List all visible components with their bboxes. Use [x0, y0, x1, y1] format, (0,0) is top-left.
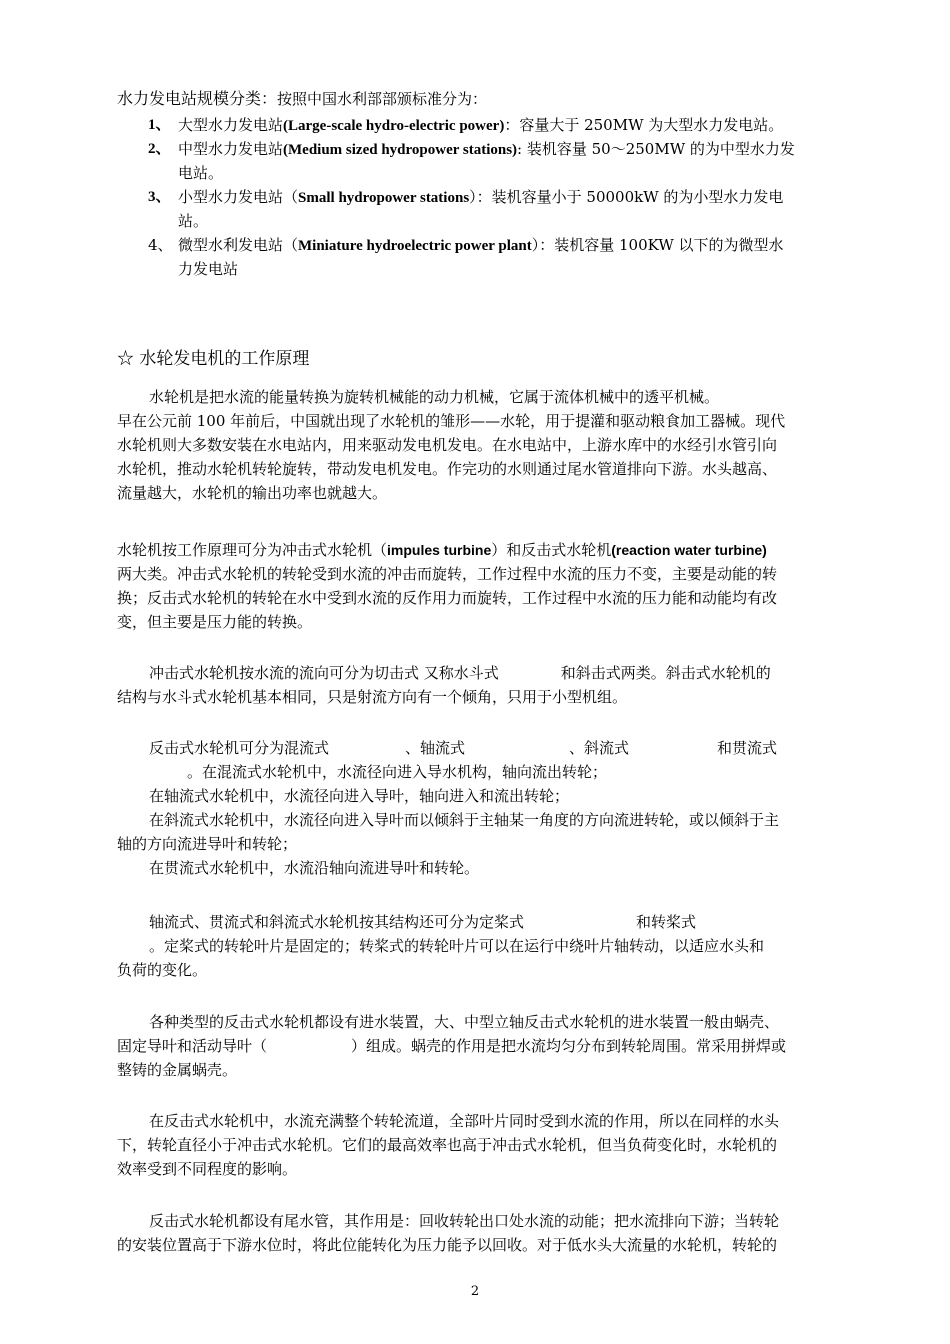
- list-item: 3、 小型水力发电站（Small hydropower stations）：装机容量小于 50000kW 的为小型水力发电 站。: [148, 188, 784, 230]
- classification-title-line: [117, 87, 850, 111]
- list-item: 4、 微型水利发电站（Miniature hydroelectric power plant）：装机容量 100KW 以下的为微型水 力发电站: [148, 236, 784, 278]
- paragraph-4: 反击式水轮机可分为混流式 、轴流式 、斜流式 和贯流式 。在混流式水轮机中，水流径向进入导水机构，轴向流出转轮； 在轴流式水轮机中，水流径向进入导叶，轴向进入和流出转轮； 在斜流式水轮机中，水流径向进入导叶而以倾斜于主轴某一角度的方向流进转轮，或以倾斜于主 轴的方向流进导叶和转轮； 在贯流式水轮机中，水流沿轴向流进导叶和转轮。: [117, 739, 780, 877]
- paragraph-3: 冲击式水轮机按水流的流向可分为切击式 又称水斗式 和斜击式两类。斜击式水轮机的 结构与水斗式水轮机基本相同，只是射流方向有一个倾角，只用于小型机组。: [117, 664, 771, 706]
- paragraph-8: 反击式水轮机都设有尾水管，其作用是：回收转轮出口处水流的动能；把水流排向下游；当转轮 的安装位置高于下游水位时，将此位能转化为压力能予以回收。对于低水头大流量的水轮机，转轮的: [117, 1212, 780, 1254]
- classification-intro: 按照中国水利部部颁标准分为：: [277, 90, 488, 108]
- classification-title: 水力发电站规模分类：: [117, 89, 278, 108]
- paragraph-6: 各种类型的反击式水轮机都设有进水装置，大、中型立轴反击式水轮机的进水装置一般由蜗壳、 固定导叶和活动导叶（ ）组成。蜗壳的作用是把水流均匀分布到转轮周围。常采用拼焊或 整铸的金属蜗壳。: [117, 1013, 787, 1079]
- paragraph-7: 在反击式水轮机中，水流充满整个转轮流道，全部叶片同时受到水流的作用，所以在同样的水头 下，转轮直径小于冲击式水轮机。它们的最高效率也高于冲击式水轮机，但当负荷变化时，水轮机的 效率受到不同程度的影响。: [117, 1112, 780, 1178]
- classification-list: [148, 113, 850, 281]
- paragraph-5: 轴流式、贯流式和斜流式水轮机按其结构还可分为定桨式 和转桨式 。定桨式的转轮叶片是固定的；转桨式的转轮叶片可以在运行中绕叶片轴转动，以适应水头和 负荷的变化。: [117, 913, 765, 979]
- section-heading: ☆ 水轮发电机的工作原理: [117, 349, 310, 369]
- list-item: 2、 中型水力发电站(Medium sized hydropower stations): 装机容量 50～250MW 的为中型水力发 电站。: [148, 140, 795, 182]
- paragraph-1: 水轮机是把水流的能量转换为旋转机械能的动力机械，它属于流体机械中的透平机械。 早在公元前 100 年前后，中国就出现了水轮机的雏形——水轮，用于提灌和驱动粮食加工器械。现代 水轮机则大多数安装在水电站内，用来驱动发电机发电。在水电站中，上游水库中的水经引水管引向 水轮机，推动水轮机转轮旋转，带动发电机发电。作完功的水则通过尾水管道排向下游。水头越高、 流量越大，水轮机的输出功率也就越大。: [117, 388, 786, 502]
- page-number: 2: [470, 1284, 480, 1299]
- paragraph-2: 水轮机按工作原理可分为冲击式水轮机（impules turbine）和反击式水轮机(reaction water turbine) 两大类。冲击式水轮机的转轮受到水流的冲击而旋转，工作过程中水流的压力不变，主要是动能的转 换；反击式水轮机的转轮在水中受到水流的反作用力而旋转，工作过程中水流的压力能和动能均有改 变，但主要是压力能的转换。: [117, 541, 778, 631]
- list-item: 1、 大型水力发电站(Large-scale hydro-electric power)：容量大于 250MW 为大型水力发电站。: [148, 116, 784, 134]
